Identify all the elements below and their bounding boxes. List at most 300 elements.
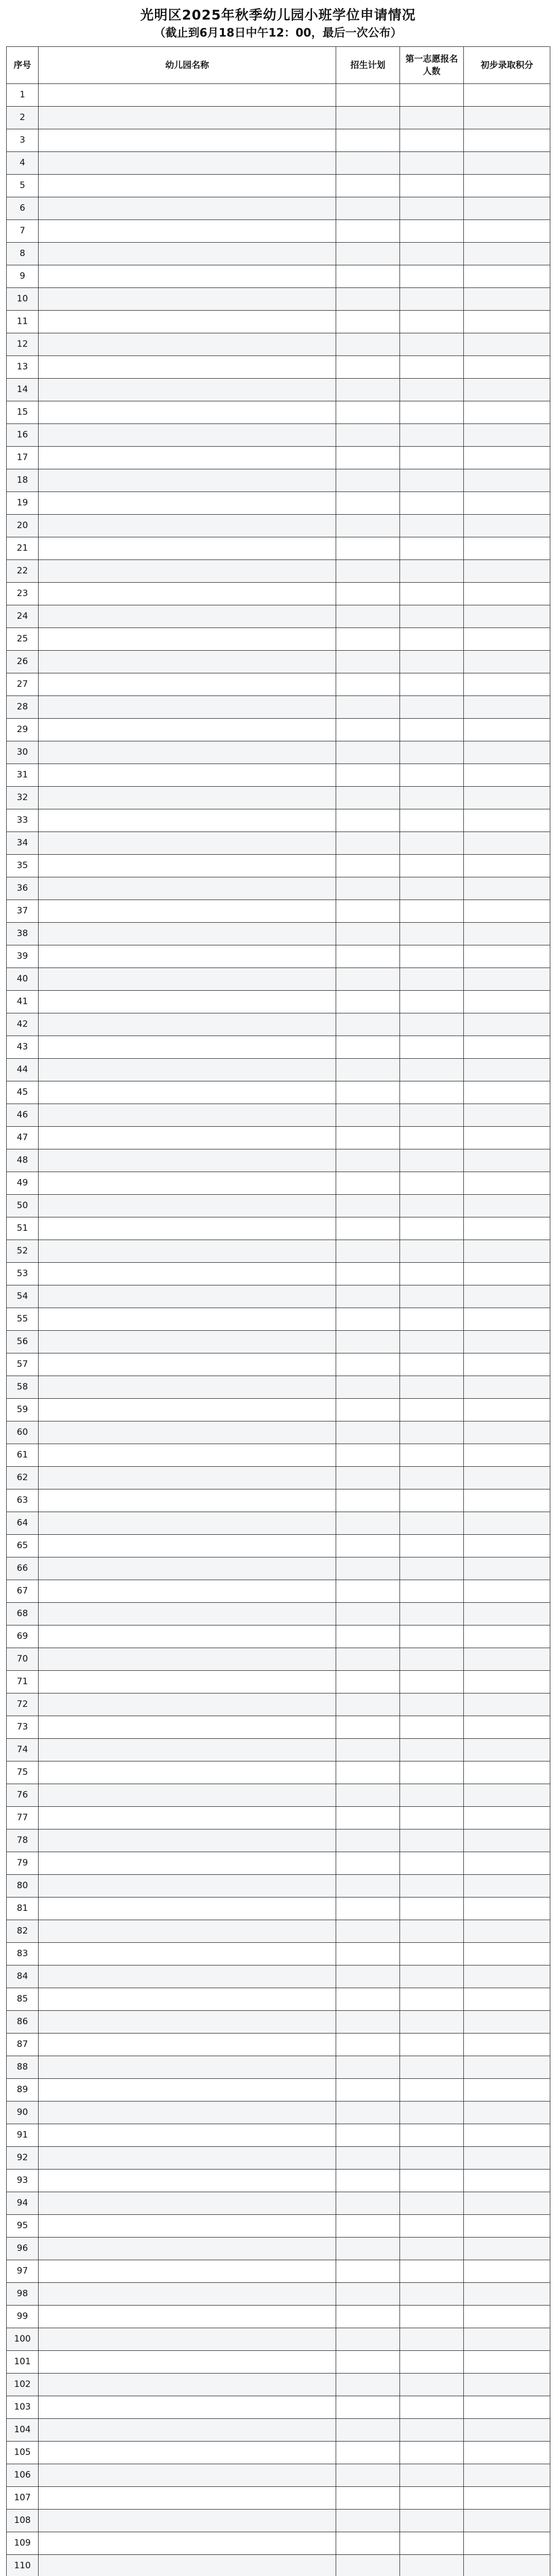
cell-name	[39, 379, 336, 401]
cell-applicants	[400, 1217, 464, 1240]
cell-plan	[336, 197, 400, 220]
cell-name	[39, 1376, 336, 1399]
cell-no: 23	[7, 583, 39, 605]
cell-plan	[336, 379, 400, 401]
cell-cutoff	[464, 1195, 550, 1217]
cell-plan	[336, 311, 400, 333]
cell-no: 28	[7, 696, 39, 719]
cell-plan	[336, 1467, 400, 1489]
cell-applicants	[400, 175, 464, 197]
cell-plan	[336, 1059, 400, 1081]
cell-cutoff	[464, 855, 550, 877]
cell-plan	[336, 1081, 400, 1104]
cell-name	[39, 2351, 336, 2374]
cell-plan	[336, 1149, 400, 1172]
cell-name	[39, 175, 336, 197]
cell-name	[39, 1059, 336, 1081]
cell-plan	[336, 1308, 400, 1331]
cell-plan	[336, 741, 400, 764]
cell-cutoff	[464, 1535, 550, 1557]
cell-cutoff	[464, 741, 550, 764]
cell-cutoff	[464, 2328, 550, 2351]
cell-no: 26	[7, 651, 39, 673]
cell-no: 11	[7, 311, 39, 333]
cell-name	[39, 2510, 336, 2532]
cell-cutoff	[464, 923, 550, 945]
cell-plan	[336, 1965, 400, 1988]
cell-no: 72	[7, 1693, 39, 1716]
table-row	[7, 1716, 550, 1739]
table-row	[7, 1421, 550, 1444]
cell-plan	[336, 651, 400, 673]
cell-plan	[336, 991, 400, 1013]
cell-plan	[336, 1217, 400, 1240]
cell-plan	[336, 1172, 400, 1195]
table-row	[7, 175, 550, 197]
cell-name	[39, 764, 336, 787]
cell-no: 79	[7, 1852, 39, 1875]
table-row	[7, 424, 550, 447]
table-row	[7, 2147, 550, 2170]
cell-applicants	[400, 1829, 464, 1852]
table-row	[7, 1693, 550, 1716]
cell-name	[39, 265, 336, 288]
cell-cutoff	[464, 787, 550, 809]
cell-name	[39, 1195, 336, 1217]
table-row	[7, 243, 550, 265]
cell-cutoff	[464, 809, 550, 832]
cell-plan	[336, 2283, 400, 2306]
table-row	[7, 220, 550, 243]
cell-name	[39, 107, 336, 129]
cell-name	[39, 787, 336, 809]
cell-applicants	[400, 2283, 464, 2306]
cell-plan	[336, 628, 400, 651]
cell-no: 38	[7, 923, 39, 945]
table-row	[7, 1081, 550, 1104]
cell-no: 62	[7, 1467, 39, 1489]
cell-name	[39, 2215, 336, 2238]
cell-cutoff	[464, 2147, 550, 2170]
cell-applicants	[400, 1444, 464, 1467]
cell-name	[39, 447, 336, 469]
cell-cutoff	[464, 991, 550, 1013]
table-row	[7, 1920, 550, 1943]
cell-cutoff	[464, 1875, 550, 1897]
cell-cutoff	[464, 197, 550, 220]
cell-plan	[336, 2011, 400, 2033]
cell-no: 46	[7, 1104, 39, 1127]
cell-applicants	[400, 1784, 464, 1807]
table-row	[7, 809, 550, 832]
cell-plan	[336, 2532, 400, 2555]
cell-name	[39, 1512, 336, 1535]
cell-name	[39, 560, 336, 583]
cell-cutoff	[464, 1104, 550, 1127]
cell-plan	[336, 2056, 400, 2079]
table-row	[7, 1195, 550, 1217]
cell-no: 21	[7, 537, 39, 560]
table-row	[7, 333, 550, 356]
table-row	[7, 1625, 550, 1648]
cell-applicants	[400, 2170, 464, 2192]
cell-name	[39, 1353, 336, 1376]
table-row	[7, 1580, 550, 1603]
cell-applicants	[400, 583, 464, 605]
cell-applicants	[400, 107, 464, 129]
cell-cutoff	[464, 2532, 550, 2555]
cell-name	[39, 2442, 336, 2464]
cell-applicants	[400, 424, 464, 447]
cell-no: 43	[7, 1036, 39, 1059]
cell-name	[39, 628, 336, 651]
cell-no: 65	[7, 1535, 39, 1557]
cell-applicants	[400, 356, 464, 379]
cell-name	[39, 1489, 336, 1512]
cell-cutoff	[464, 447, 550, 469]
cell-no: 83	[7, 1943, 39, 1965]
cell-name	[39, 719, 336, 741]
cell-plan	[336, 2306, 400, 2328]
cell-cutoff	[464, 1331, 550, 1353]
cell-plan	[336, 1784, 400, 1807]
cell-name	[39, 1081, 336, 1104]
cell-no: 54	[7, 1285, 39, 1308]
cell-applicants	[400, 220, 464, 243]
cell-no: 101	[7, 2351, 39, 2374]
cell-cutoff	[464, 651, 550, 673]
cell-applicants	[400, 1965, 464, 1988]
cell-plan	[336, 1716, 400, 1739]
cell-name	[39, 1988, 336, 2011]
cell-no: 104	[7, 2419, 39, 2442]
table-row	[7, 2464, 550, 2487]
cell-no: 30	[7, 741, 39, 764]
cell-plan	[336, 1444, 400, 1467]
cell-no: 12	[7, 333, 39, 356]
cell-cutoff	[464, 243, 550, 265]
cell-applicants	[400, 311, 464, 333]
cell-cutoff	[464, 628, 550, 651]
table-row	[7, 2238, 550, 2260]
cell-applicants	[400, 764, 464, 787]
cell-plan	[336, 1739, 400, 1761]
cell-no: 85	[7, 1988, 39, 2011]
cell-cutoff	[464, 1240, 550, 1263]
cell-plan	[336, 1240, 400, 1263]
cell-applicants	[400, 1580, 464, 1603]
cell-applicants	[400, 877, 464, 900]
cell-plan	[336, 288, 400, 311]
cell-cutoff	[464, 673, 550, 696]
cell-plan	[336, 923, 400, 945]
cell-no: 15	[7, 401, 39, 424]
cell-no: 49	[7, 1172, 39, 1195]
cell-applicants	[400, 1172, 464, 1195]
table-row	[7, 1784, 550, 1807]
cell-no: 16	[7, 424, 39, 447]
cell-cutoff	[464, 333, 550, 356]
cell-applicants	[400, 333, 464, 356]
cell-name	[39, 1263, 336, 1285]
cell-no: 87	[7, 2033, 39, 2056]
cell-applicants	[400, 537, 464, 560]
cell-no: 74	[7, 1739, 39, 1761]
cell-no: 100	[7, 2328, 39, 2351]
cell-no: 32	[7, 787, 39, 809]
table-row	[7, 2033, 550, 2056]
cell-no: 24	[7, 605, 39, 628]
cell-applicants	[400, 1285, 464, 1308]
cell-no: 84	[7, 1965, 39, 1988]
cell-plan	[336, 583, 400, 605]
cell-name	[39, 1784, 336, 1807]
cell-no: 53	[7, 1263, 39, 1285]
cell-no: 90	[7, 2102, 39, 2124]
cell-no: 82	[7, 1920, 39, 1943]
cell-plan	[336, 1761, 400, 1784]
cell-no: 17	[7, 447, 39, 469]
cell-cutoff	[464, 583, 550, 605]
cell-plan	[336, 356, 400, 379]
cell-no: 97	[7, 2260, 39, 2283]
cell-name	[39, 537, 336, 560]
cell-name	[39, 583, 336, 605]
admission-table	[6, 46, 550, 2576]
cell-no: 70	[7, 1648, 39, 1671]
cell-no: 73	[7, 1716, 39, 1739]
cell-name	[39, 696, 336, 719]
cell-plan	[336, 447, 400, 469]
cell-no: 107	[7, 2487, 39, 2510]
cell-applicants	[400, 2192, 464, 2215]
table-row	[7, 583, 550, 605]
cell-name	[39, 1739, 336, 1761]
cell-cutoff	[464, 1829, 550, 1852]
cell-applicants	[400, 1603, 464, 1625]
cell-plan	[336, 673, 400, 696]
cell-no: 34	[7, 832, 39, 855]
cell-name	[39, 945, 336, 968]
cell-cutoff	[464, 1852, 550, 1875]
cell-cutoff	[464, 1127, 550, 1149]
cell-name	[39, 333, 336, 356]
cell-name	[39, 1308, 336, 1331]
cell-no: 108	[7, 2510, 39, 2532]
cell-cutoff	[464, 2555, 550, 2576]
cell-applicants	[400, 1875, 464, 1897]
cell-cutoff	[464, 2306, 550, 2328]
cell-applicants	[400, 900, 464, 923]
cell-applicants	[400, 197, 464, 220]
cell-cutoff	[464, 605, 550, 628]
table-row	[7, 2487, 550, 2510]
cell-applicants	[400, 1104, 464, 1127]
cell-cutoff	[464, 1263, 550, 1285]
cell-plan	[336, 900, 400, 923]
cell-applicants	[400, 447, 464, 469]
cell-no: 69	[7, 1625, 39, 1648]
cell-applicants	[400, 2396, 464, 2419]
table-row	[7, 152, 550, 175]
cell-name	[39, 923, 336, 945]
cell-no: 75	[7, 1761, 39, 1784]
cell-cutoff	[464, 220, 550, 243]
table-row	[7, 1263, 550, 1285]
cell-name	[39, 1943, 336, 1965]
cell-plan	[336, 2260, 400, 2283]
cell-cutoff	[464, 877, 550, 900]
cell-no: 22	[7, 560, 39, 583]
cell-no: 77	[7, 1807, 39, 1829]
cell-cutoff	[464, 265, 550, 288]
table-row	[7, 1875, 550, 1897]
cell-cutoff	[464, 379, 550, 401]
cell-name	[39, 991, 336, 1013]
cell-no: 106	[7, 2464, 39, 2487]
cell-no: 63	[7, 1489, 39, 1512]
cell-plan	[336, 1875, 400, 1897]
cell-plan	[336, 2510, 400, 2532]
cell-applicants	[400, 2102, 464, 2124]
cell-plan	[336, 265, 400, 288]
cell-name	[39, 2532, 336, 2555]
cell-plan	[336, 1920, 400, 1943]
cell-applicants	[400, 991, 464, 1013]
table-row	[7, 2351, 550, 2374]
cell-name	[39, 2056, 336, 2079]
cell-cutoff	[464, 1648, 550, 1671]
header-plan: 招生计划	[336, 47, 400, 84]
cell-applicants	[400, 1036, 464, 1059]
cell-cutoff	[464, 2419, 550, 2442]
cell-name	[39, 651, 336, 673]
cell-applicants	[400, 2079, 464, 2102]
cell-cutoff	[464, 2374, 550, 2396]
cell-cutoff	[464, 2102, 550, 2124]
cell-applicants	[400, 2555, 464, 2576]
cell-applicants	[400, 2260, 464, 2283]
table-row	[7, 2215, 550, 2238]
cell-applicants	[400, 787, 464, 809]
cell-cutoff	[464, 2079, 550, 2102]
cell-name	[39, 1807, 336, 1829]
cell-plan	[336, 1104, 400, 1127]
cell-applicants	[400, 1761, 464, 1784]
cell-plan	[336, 515, 400, 537]
cell-plan	[336, 2102, 400, 2124]
cell-plan	[336, 2419, 400, 2442]
cell-cutoff	[464, 401, 550, 424]
cell-plan	[336, 2215, 400, 2238]
table-row	[7, 1308, 550, 1331]
cell-plan	[336, 1013, 400, 1036]
cell-name	[39, 2192, 336, 2215]
cell-plan	[336, 787, 400, 809]
cell-no: 95	[7, 2215, 39, 2238]
cell-name	[39, 1852, 336, 1875]
cell-plan	[336, 401, 400, 424]
cell-no: 59	[7, 1399, 39, 1421]
cell-applicants	[400, 84, 464, 107]
cell-no: 67	[7, 1580, 39, 1603]
header-name: 幼儿园名称	[39, 47, 336, 84]
cell-plan	[336, 1036, 400, 1059]
cell-no: 8	[7, 243, 39, 265]
cell-applicants	[400, 1512, 464, 1535]
cell-plan	[336, 1399, 400, 1421]
cell-no: 55	[7, 1308, 39, 1331]
cell-no: 29	[7, 719, 39, 741]
cell-cutoff	[464, 2283, 550, 2306]
cell-name	[39, 1127, 336, 1149]
cell-no: 42	[7, 1013, 39, 1036]
cell-no: 71	[7, 1671, 39, 1693]
cell-applicants	[400, 265, 464, 288]
table-row	[7, 1852, 550, 1875]
cell-name	[39, 1399, 336, 1421]
cell-applicants	[400, 2419, 464, 2442]
table-row	[7, 1965, 550, 1988]
cell-cutoff	[464, 2170, 550, 2192]
cell-no: 25	[7, 628, 39, 651]
cell-applicants	[400, 2510, 464, 2532]
cell-no: 9	[7, 265, 39, 288]
cell-name	[39, 1829, 336, 1852]
cell-applicants	[400, 1353, 464, 1376]
cell-applicants	[400, 1308, 464, 1331]
cell-plan	[336, 2442, 400, 2464]
cell-cutoff	[464, 1943, 550, 1965]
cell-no: 68	[7, 1603, 39, 1625]
cell-no: 80	[7, 1875, 39, 1897]
table-row	[7, 1829, 550, 1852]
cell-name	[39, 84, 336, 107]
cell-name	[39, 2102, 336, 2124]
cell-name	[39, 1217, 336, 1240]
cell-cutoff	[464, 1172, 550, 1195]
cell-no: 4	[7, 152, 39, 175]
cell-cutoff	[464, 968, 550, 991]
cell-cutoff	[464, 1353, 550, 1376]
cell-plan	[336, 1331, 400, 1353]
cell-name	[39, 1625, 336, 1648]
cell-plan	[336, 1671, 400, 1693]
cell-name	[39, 243, 336, 265]
cell-name	[39, 2555, 336, 2576]
table-row	[7, 2396, 550, 2419]
cell-no: 5	[7, 175, 39, 197]
cell-name	[39, 1444, 336, 1467]
cell-cutoff	[464, 1739, 550, 1761]
cell-name	[39, 1172, 336, 1195]
cell-name	[39, 2147, 336, 2170]
cell-name	[39, 673, 336, 696]
table-row	[7, 560, 550, 583]
cell-applicants	[400, 1693, 464, 1716]
cell-plan	[336, 1557, 400, 1580]
cell-name	[39, 741, 336, 764]
cell-plan	[336, 243, 400, 265]
cell-applicants	[400, 1467, 464, 1489]
cell-plan	[336, 424, 400, 447]
table-row	[7, 2124, 550, 2147]
cell-cutoff	[464, 311, 550, 333]
cell-plan	[336, 492, 400, 515]
cell-applicants	[400, 288, 464, 311]
table-row	[7, 605, 550, 628]
cell-applicants	[400, 1489, 464, 1512]
